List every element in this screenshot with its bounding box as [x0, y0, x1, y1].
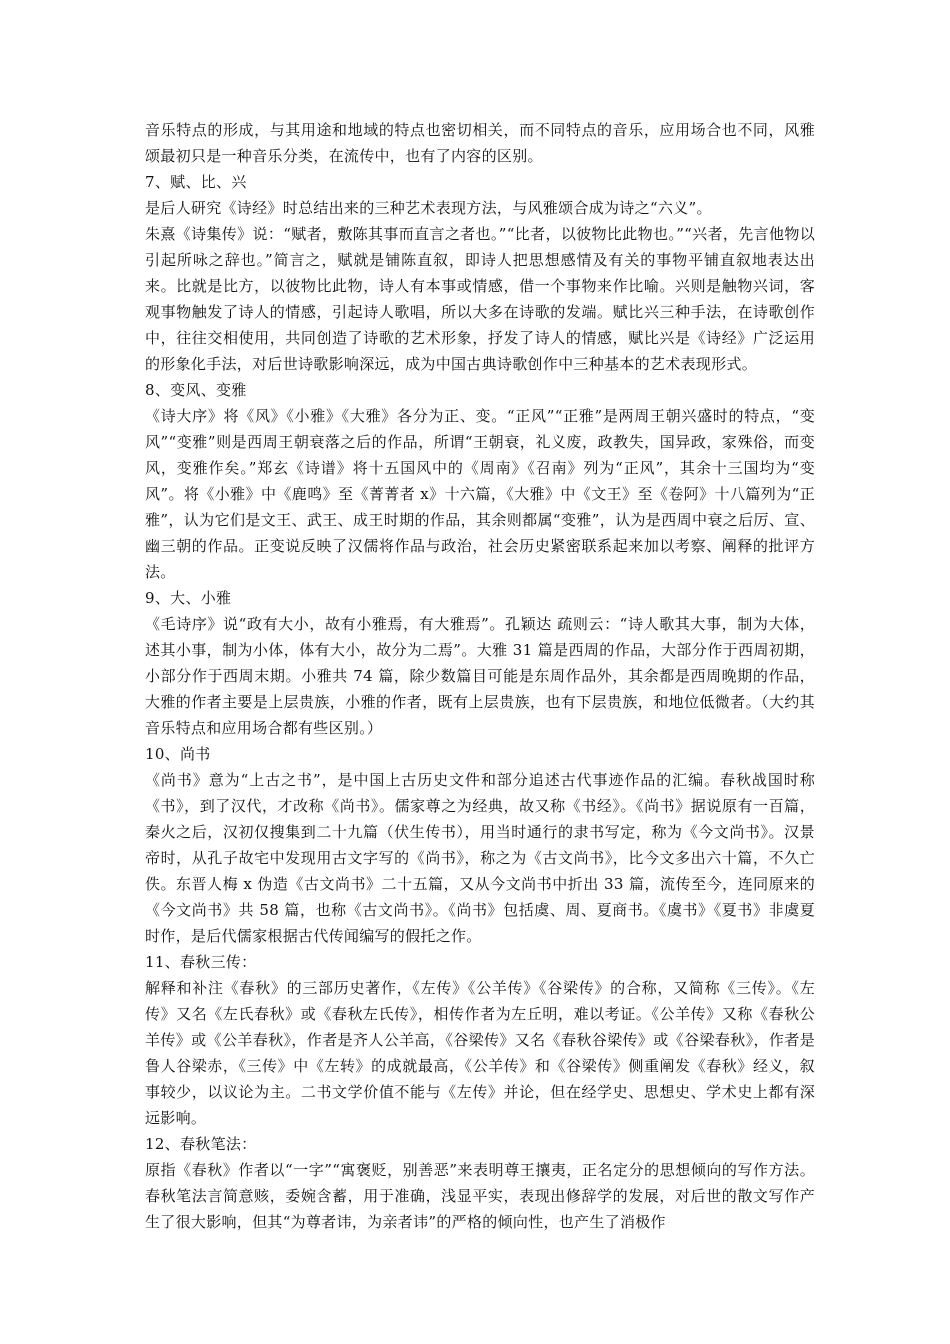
paragraph: 音乐特点的形成，与其用途和地域的特点也密切相关，而不同特点的音乐，应用场合也不同，风雅颂最初只是一种音乐分类，在流传中，也有了内容的区别。	[145, 121, 815, 165]
paragraph: 《尚书》意为“上古之书”，是中国上古历史文件和部分追述古代事迹作品的汇编。春秋战国时称《书》，到了汉代，才改称《尚书》。儒家尊之为经典，故又称《书经》。《尚书》据说原有一百篇，秦火之后，汉初仅搜集到二十九篇（伏生传书），用当时通行的隶书写定，称为《今文尚书》。汉景帝时，从孔子故宅中发现用古文字写的《尚书》，称之为《古文尚书》，比今文多出六十篇，不久亡佚。东晋人梅 x 伪造《古文尚书》二十五篇，又从今文尚书中折出 33 篇，流传至今，连同原来的《今文尚书》共 58 篇，也称《古文尚书》。《尚书》包括虞、周、夏商书。《虞书》《夏书》非虞夏时作，是后代儒家根据古代传闻编写的假托之作。	[145, 771, 815, 945]
section-heading-11: 11、春秋三传：	[145, 953, 257, 971]
paragraph: 解释和补注《春秋》的三部历史著作，《左传》《公羊传》《谷梁传》的合称，又简称《三传》。《左传》又名《左氏春秋》或《春秋左氏传》，相传作者为左丘明，难以考证。《公羊传》又称《春秋公羊传》或《公羊春秋》，作者是齐人公羊高，《谷梁传》又名《春秋谷梁传》或《谷梁春秋》，作者是鲁人谷梁赤，《三传》中《左转》的成就最高，《公羊传》和《谷梁传》侧重阐发《春秋》经义，叙事较少，以议论为主。二书文学价值不能与《左传》并论，但在经学史、思想史、学术史上都有深远影响。	[145, 979, 815, 1127]
section-heading-12: 12、春秋笔法：	[145, 1135, 257, 1153]
paragraph: 朱熹《诗集传》说：“赋者，敷陈其事而直言之者也。”“比者，以彼物比此物也。”“兴者，先言他物以引起所咏之辞也。”简言之，赋就是铺陈直叙，即诗人把思想感情及有关的事物平铺直叙地表达出来。比就是比方，以彼物比此物，诗人有本事或情感，借一个事物来作比喻。兴则是触物兴词，客观事物触发了诗人的情感，引起诗人歌唱，所以大多在诗歌的发端。赋比兴三种手法，在诗歌创作中，往往交相使用，共同创造了诗歌的艺术形象，抒发了诗人的情感，赋比兴是《诗经》广泛运用的形象化手法，对后世诗歌影响深远，成为中国古典诗歌创作中三种基本的艺术表现形式。	[145, 225, 815, 373]
section-heading-9: 9、大、小雅	[145, 589, 232, 607]
paragraph: 是后人研究《诗经》时总结出来的三种艺术表现方法，与风雅颂合成为诗之“六义”。	[145, 199, 712, 217]
section-heading-10: 10、尚书	[145, 745, 211, 763]
section-heading-8: 8、变风、变雅	[145, 381, 247, 399]
paragraph: 《诗大序》将《风》《小雅》《大雅》各分为正、变。“正风”“正雅”是两周王朝兴盛时的特点，“变风”“变雅”则是西周王朝衰落之后的作品，所谓“王朝衰，礼义废，政教失，国异政，家殊俗，而变风，变雅作矣。”郑玄《诗谱》将十五国风中的《周南》《召南》列为“正风”，其余十三国均为“变风”。将《小雅》中《鹿鸣》至《菁菁者 x》十六篇，《大雅》中《文王》至《卷阿》十八篇列为“正雅”，认为它们是文王、武王、成王时期的作品，其余则都属“变雅”，认为是西周中衰之后厉、宣、幽三朝的作品。正变说反映了汉儒将作品与政治，社会历史紧密联系起来加以考察、阐释的批评方法。	[145, 407, 815, 581]
document-body	[145, 117, 815, 1235]
section-heading-7: 7、赋、比、兴	[145, 173, 247, 191]
paragraph: 原指《春秋》作者以“一字”“寓褒贬，别善恶”来表明尊王攘夷，正名定分的思想倾向的写作方法。春秋笔法言简意赅，委婉含蓄，用于准确，浅显平实，表现出修辞学的发展，对后世的散文写作产生了很大影响，但其“为尊者讳，为亲者讳”的严格的倾向性，也产生了消极作	[145, 1161, 815, 1231]
paragraph: 《毛诗序》说“政有大小，故有小雅焉，有大雅焉”。孔颖达 疏则云：“诗人歌其大事，制为大体，述其小事，制为小体，体有大小，故分为二焉”。大雅 31 篇是西周的作品，大部分作于西周初期，小部分作于西周末期。小雅共 74 篇，除少数篇目可能是东周作品外，其余都是西周晚期的作品，大雅的作者主要是上层贵族，小雅的作者，既有上层贵族，也有下层贵族，和地位低微者。（大约其音乐特点和应用场合都有些区别。）	[145, 615, 815, 737]
